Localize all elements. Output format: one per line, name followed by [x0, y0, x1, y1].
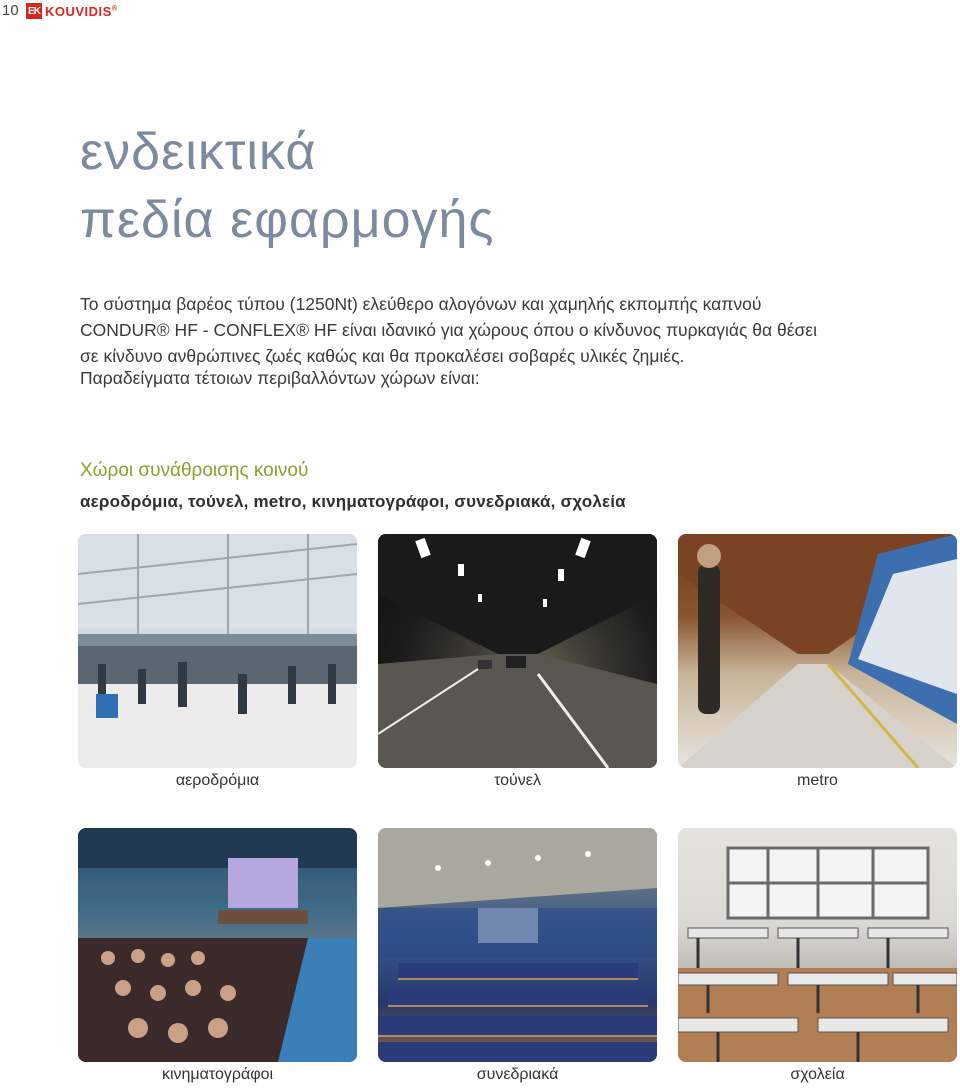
- intro-line-2: CONDUR® HF - CONFLEX® HF είναι ιδανικό για χώρους όπου ο κίνδυνος πυρκαγιάς θα θέσει: [80, 320, 817, 340]
- brand-name: KOUVIDIS®: [45, 3, 118, 19]
- classroom-photo: [678, 828, 957, 1062]
- page-number: 10: [2, 2, 19, 19]
- title-line-1: ενδεικτικά: [80, 123, 317, 181]
- caption-school: σχολεία: [790, 1066, 845, 1083]
- caption-airport: αεροδρόμια: [175, 772, 260, 789]
- brand-logo: [26, 3, 118, 19]
- intro-paragraph: [80, 291, 880, 369]
- airport-illustration: [78, 534, 357, 768]
- tunnel-illustration: [378, 534, 657, 768]
- caption-tunnel: τούνελ: [494, 772, 541, 789]
- title-line-2: πεδία εφαρμογής: [80, 191, 495, 249]
- classroom-illustration: [678, 828, 957, 1062]
- conference-photo: [378, 828, 657, 1062]
- logo-mark: EK: [26, 3, 42, 19]
- section-list: αεροδρόμια, τούνελ, metro, κινηματογράφοι, συνεδριακά, σχολεία: [80, 492, 626, 511]
- metro-illustration: [678, 534, 957, 768]
- conference-illustration: [378, 828, 657, 1062]
- section-title: Χώροι συνάθροισης κοινού: [80, 460, 309, 481]
- caption-cinema: κινηματογράφοι: [161, 1066, 274, 1083]
- caption-conference: συνεδριακά: [476, 1066, 559, 1083]
- cinema-photo: [78, 828, 357, 1062]
- intro-line-3: σε κίνδυνο ανθρώπινες ζωές καθώς και θα προκαλέσει σοβαρές υλικές ζημιές.: [80, 346, 685, 366]
- caption-metro: metro: [797, 772, 838, 789]
- examples-text: Παραδείγματα τέτοιων περιβαλλόντων χώρων είναι:: [80, 368, 480, 388]
- cinema-illustration: [78, 828, 357, 1062]
- tunnel-photo: [378, 534, 657, 768]
- airport-photo: [78, 534, 357, 768]
- metro-photo: [678, 534, 957, 768]
- page-title: [80, 118, 494, 254]
- intro-line-1: Το σύστημα βαρέος τύπου (1250Nt) ελεύθερο αλογόνων και χαμηλής εκπομπής καπνού: [80, 294, 762, 314]
